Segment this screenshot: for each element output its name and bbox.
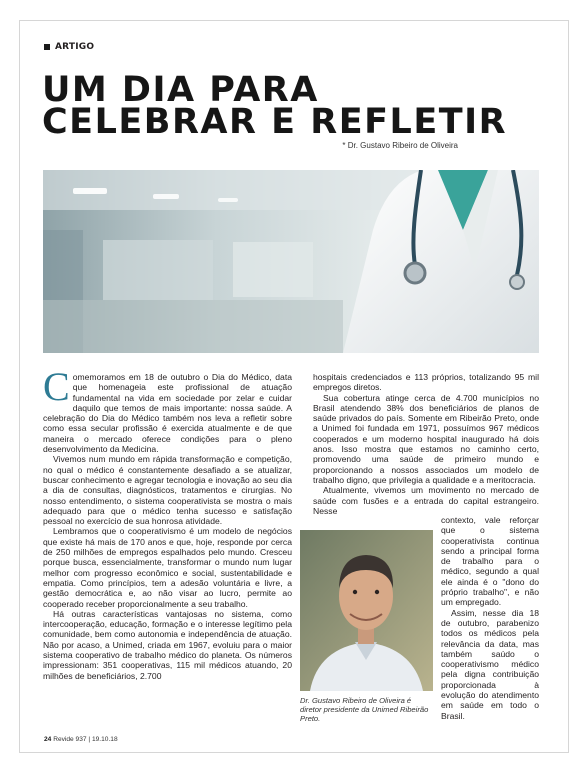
section-label-text: ARTIGO [55, 42, 95, 52]
magazine-issue: Revide 937 [53, 736, 87, 743]
section-label [44, 42, 94, 52]
page-number: 24 [44, 736, 52, 743]
square-bullet-icon [44, 44, 50, 50]
paragraph: contexto, vale reforçar que o sistema cooperativista continua sendo a principal forma de trabalho para o médico, segundo a qual ele ainda é o "dono do próprio trabalho", e não um empregado. [441, 515, 539, 608]
issue-date: 19.10.18 [91, 736, 118, 743]
article-headline [42, 70, 508, 142]
body-column-1 [43, 364, 292, 681]
headline-line-1: UM DIA PARA [42, 70, 319, 110]
paragraph: Há outras características vantajosas no sistema, como intercooperação, educação, formação e o interesse legítimo pela comunidade, bem como autonomia e independência de atuação. Não por acaso, a Unimed, criada em 1967, evoluiu para o maior sistema cooperativo de trabalho médico do planeta. Os números impressionam: 351 cooperativas, 115 mil médicos atuando, 20 milhões de beneficiários, 2.700 [43, 608, 292, 681]
paragraph: Assim, nesse dia 18 de outubro, parabenizo todos os médicos pela relevância da data, mas também saúdo o cooperativismo médico pela digna contribuição proporcionada à evolução do atendimento em saúde em todo o Brasil. [441, 607, 539, 721]
drop-cap: C [43, 364, 70, 409]
paragraph [43, 364, 292, 455]
page-footer [44, 736, 118, 743]
photo-caption: Dr. Gustavo Ribeiro de Oliveira é diretor presidente da Unimed Ribeirão Preto. [300, 696, 429, 723]
body-column-3 [441, 515, 539, 721]
paragraph-text: omemoramos em 18 de outubro o Dia do Médico, data que homenageia este profissional de atuação fundamental na vida em sociedade por zelar e cuidar daquilo que temos de mais importante: nossa saúde. A celebração do Dia do Médico também nos leva a refletir sobre como essa secular profissão é exercida atualmente e de que maneira o mercado oferece condições para o pleno desenvolvimento da Medicina. [43, 372, 292, 455]
paragraph: Vivemos num mundo em rápida transformação e competição, no qual o médico é constantemente desafiado a se atualizar, buscar conhecimento e agregar tecnologia e inovação ao seu dia a dia de consultas, diagnósticos, tratamentos e cirurgias. No nosso entendimento, o sistema cooperativista se mostra o mais adequado para que o médico tenha sucesso e satisfação pessoal no exercício de sua honrosa atividade. [43, 454, 292, 527]
paragraph: hospitais credenciados e 113 próprios, totalizando 95 mil empregos diretos. [313, 372, 539, 393]
paragraph: Atualmente, vivemos um movimento no mercado de saúde com fusões e a entrada do capital estrangeiro. Nesse [313, 485, 539, 516]
footer-separator: | [88, 736, 91, 743]
author-portrait-photo [300, 530, 433, 691]
author-byline: * Dr. Gustavo Ribeiro de Oliveira [342, 141, 458, 150]
paragraph: Lembramos que o cooperativismo é um modelo de negócios que existe há mais de 170 anos e que, hoje, responde por cerca de 250 milhões de empregos espalhados pelo mundo. Cresceu porque busca, essencialmente, transformar o mundo num lugar melhor com progresso econômico e social, sustentabilidade e empatia. Como princípios, tem a adesão voluntária e livre, a gestão democrática e, ao não visar ao lucro, permite ao cooperado receber proporcionalmente a seu trabalho. [43, 526, 292, 609]
hero-photo-doctor-stethoscope [43, 170, 539, 353]
body-column-2 [313, 372, 539, 516]
headline-line-2: CELEBRAR E REFLETIR [42, 102, 508, 142]
paragraph: Sua cobertura atinge cerca de 4.700 municípios no Brasil atendendo 38% dos beneficiários de planos de saúde privados do país. Somente em Ribeirão Preto, onde a Unimed foi fundada em 1971, possuímos 967 médicos cooperados e um moderno hospital inaugurado há dois anos. Isso mostra que estamos no caminho certo, promovendo uma saúde de primeiro mundo e proporcionando a nossos associados um modelo de trabalho digno, que privilegia a qualidade e a meritocracia. [313, 392, 539, 485]
